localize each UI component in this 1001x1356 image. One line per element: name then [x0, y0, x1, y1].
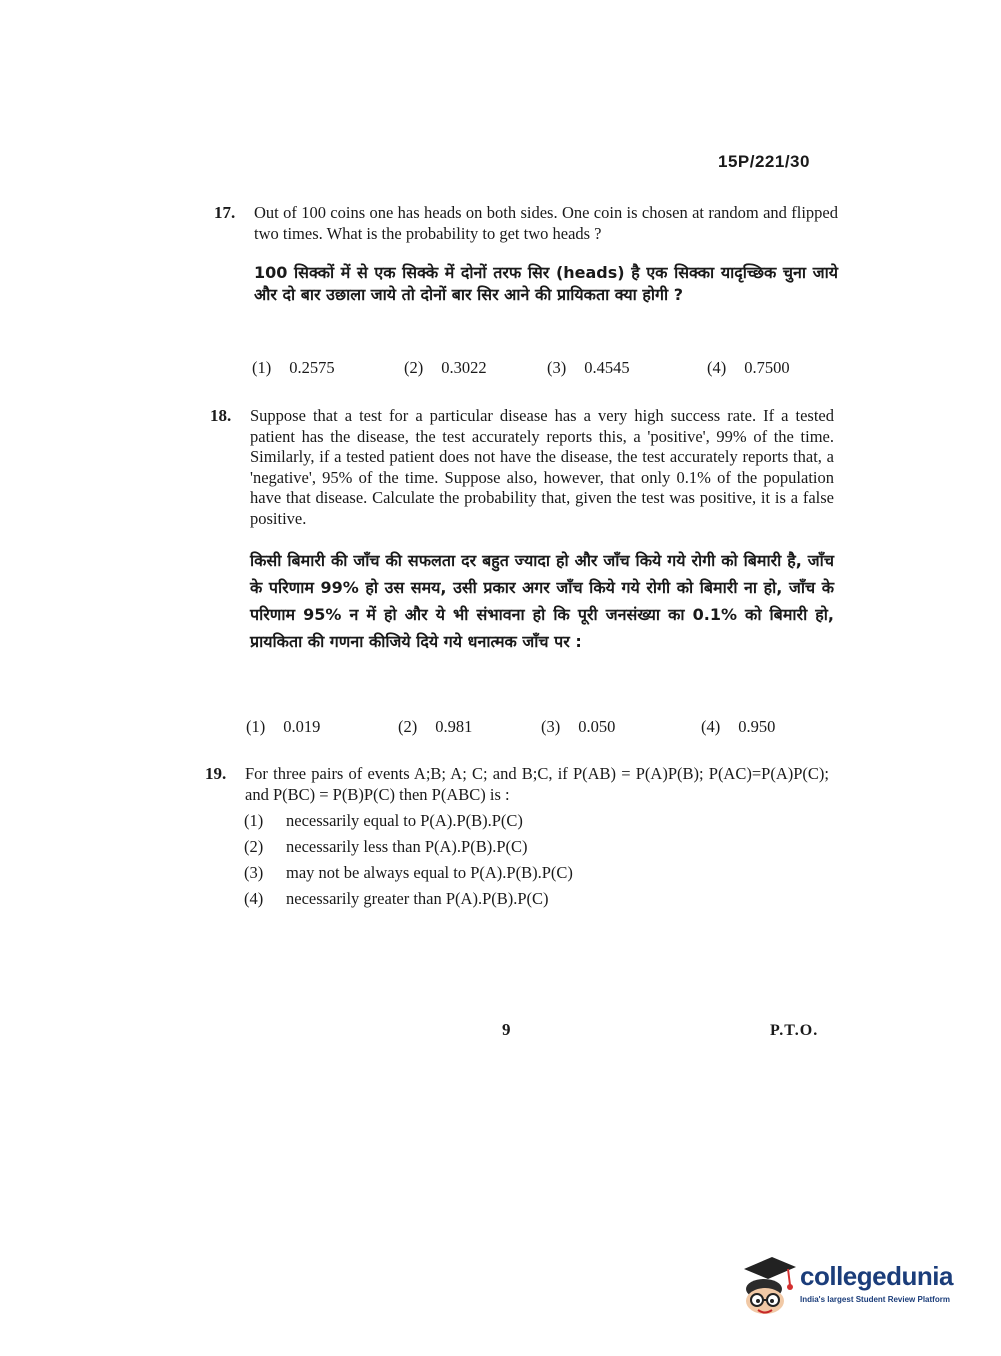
- option-3: [547, 358, 707, 378]
- paper-code: 15P/221/30: [718, 152, 810, 171]
- option-value: 0.4545: [584, 358, 630, 377]
- option-value: 0.2575: [289, 358, 335, 377]
- logo-tagline: India's largest Student Review Platform: [800, 1295, 950, 1304]
- option-value: 0.3022: [441, 358, 487, 377]
- question-18: [210, 406, 834, 655]
- pto-label: P.T.O.: [770, 1022, 819, 1039]
- option-value: 0.950: [738, 717, 776, 736]
- option-value: 0.050: [578, 717, 616, 736]
- option-4: [701, 717, 775, 737]
- option-label: (3): [547, 358, 567, 377]
- option-label: (3): [541, 717, 561, 736]
- option-value: may not be always equal to P(A).P(B).P(C): [286, 863, 573, 882]
- option-3: [244, 860, 804, 886]
- option-value: necessarily less than P(A).P(B).P(C): [286, 837, 528, 856]
- option-2: [398, 717, 541, 737]
- option-label: (2): [404, 358, 424, 377]
- option-value: 0.019: [283, 717, 321, 736]
- logo-wordmark: collegedunia: [800, 1261, 953, 1291]
- page-number: 9: [502, 1020, 511, 1039]
- options-17: [252, 358, 812, 378]
- option-4: [707, 358, 790, 378]
- student-mascot-icon: [738, 1255, 798, 1317]
- option-label: (1): [244, 811, 264, 830]
- option-value: 0.7500: [744, 358, 790, 377]
- question-text-english: For three pairs of events A;B; A; C; and B;C, if P(AB) = P(A)P(B); P(AC)=P(A)P(C); and P(BC) = P(B)P(C) then P(ABC) is :: [245, 764, 829, 804]
- question-text-english: Out of 100 coins one has heads on both sides. One coin is chosen at random and flipped two times. What is the probability to get two heads ?: [254, 203, 838, 243]
- option-2: [404, 358, 547, 378]
- option-3: [541, 717, 701, 737]
- option-label: (1): [252, 358, 272, 377]
- option-label: (4): [707, 358, 727, 377]
- option-label: (2): [398, 717, 418, 736]
- option-label: (4): [244, 889, 264, 908]
- question-text-hindi: किसी बिमारी की जाँच की सफलता दर बहुत ज्यादा हो और जाँच किये गये रोगी को बिमारी है, जाँच के परिणाम 99% हो उस समय, उसी प्रकार अगर जाँच किये गये रोगी को बिमारी ना हो, जाँच के परिणाम 95% न में हो और ये भी संभावना हो कि पूरी जनसंख्या का 0.1% को बिमारी हो, प्रायकिता की गणना कीजिये दिये गये धनात्मक जाँच पर :: [250, 551, 834, 651]
- question-text-hindi: 100 सिक्कों में से एक सिक्के में दोनों तरफ सिर (heads) है एक सिक्का यादृच्छिक चुना जाये और दो बार उछाला जाये तो दोनों बार सिर आने की प्रायिकता क्या होगी ?: [254, 263, 838, 304]
- option-label: (2): [244, 837, 264, 856]
- question-number: 18.: [210, 406, 232, 425]
- question-number: 19.: [205, 764, 227, 783]
- option-1: [244, 808, 804, 834]
- option-4: [244, 886, 804, 912]
- option-value: necessarily greater than P(A).P(B).P(C): [286, 889, 549, 908]
- option-value: 0.981: [435, 717, 473, 736]
- option-label: (1): [246, 717, 266, 736]
- question-19: [205, 764, 829, 805]
- options-19: [244, 808, 804, 912]
- option-value: necessarily equal to P(A).P(B).P(C): [286, 811, 523, 830]
- option-label: (3): [244, 863, 264, 882]
- question-17: [214, 203, 838, 306]
- option-1: [252, 358, 404, 378]
- question-text-english: Suppose that a test for a particular disease has a very high success rate. If a tested patient has the disease, the test accurately reports this, a 'positive', 99% of the time. Similarly, if a tested patient does not have the disease, the test accurately reports that, a 'negative', 95% of the time. Suppose also, however, that only 0.1% of the population have that disease. Calculate the probability that, given the test was positive, it is a false positive.: [250, 406, 834, 528]
- option-1: [246, 717, 398, 737]
- option-label: (4): [701, 717, 721, 736]
- collegedunia-logo[interactable]: [738, 1255, 973, 1317]
- option-2: [244, 834, 804, 860]
- question-number: 17.: [214, 203, 236, 222]
- options-18: [246, 717, 806, 737]
